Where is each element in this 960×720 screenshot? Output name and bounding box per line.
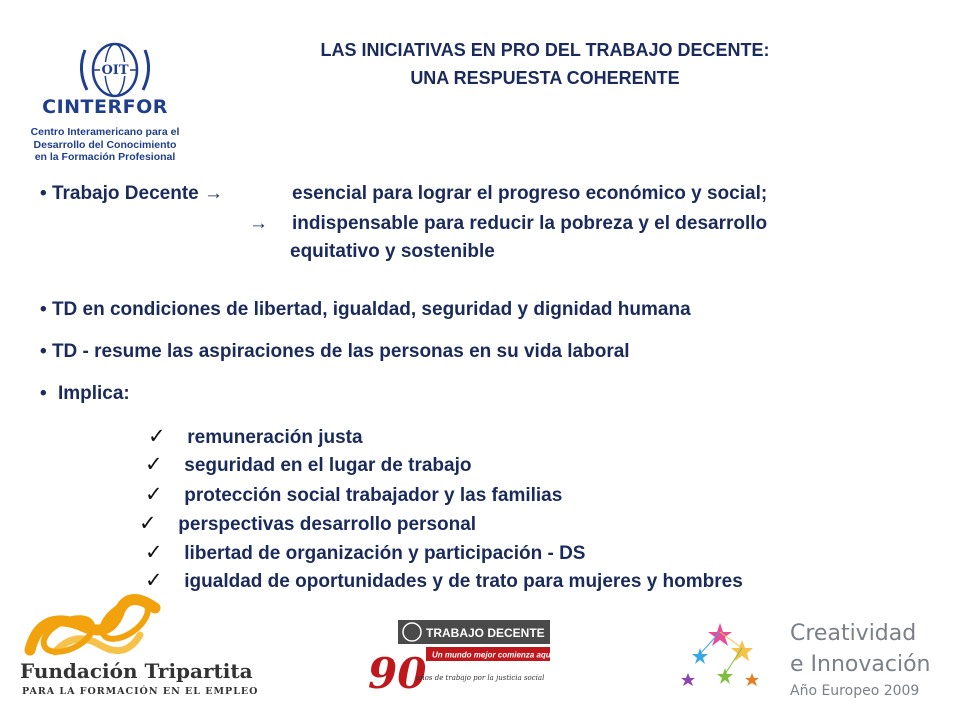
td-slogan: Un mundo mejor comienza aquí: [432, 650, 553, 660]
ci-line3: Año Europeo 2009: [790, 683, 920, 699]
bullet-1-text3: equitativo y sostenible: [290, 241, 495, 262]
oit-abbrev: OIT: [101, 63, 129, 78]
check-item-text: libertad de organización y participación - DS: [184, 543, 586, 564]
checkmark-icon: ✓: [148, 425, 166, 448]
cinterfor-sub-line2: Desarrollo del Conocimiento: [33, 138, 177, 151]
bullet-2: [40, 299, 691, 321]
bullet-dot: •: [40, 341, 47, 362]
bullet-4: [40, 383, 130, 405]
check-item: [145, 482, 562, 507]
bullet-1-lead: Trabajo Decente →: [51, 183, 223, 204]
check-item: [139, 511, 476, 536]
check-item: [145, 452, 471, 477]
checkmark-icon: ✓: [139, 512, 157, 535]
ft-name: Fundación Tripartita: [20, 659, 253, 683]
infinity-ribbon-icon: [30, 594, 155, 659]
cinterfor-sub-line1: Centro Interamericano para el: [30, 126, 180, 138]
cinterfor-subtitle: [5, 126, 205, 164]
checkmark-icon: ✓: [145, 483, 163, 506]
check-item-text: remuneración justa: [187, 427, 363, 448]
check-item-text: seguridad en el lugar de trabajo: [184, 455, 472, 476]
ci-line1: Creatividad: [790, 621, 917, 646]
td-label: TRABAJO DECENTE: [426, 626, 545, 640]
bullet-1-text2: indispensable para reducir la pobreza y el desarrollo: [292, 213, 768, 234]
bullet-2-text: TD en condiciones de libertad, igualdad, seguridad y dignidad humana: [51, 299, 691, 320]
cinterfor-name: CINTERFOR: [42, 96, 168, 118]
trabajo-decente-logo: [368, 620, 558, 700]
fundacion-tripartita-logo: [20, 590, 270, 700]
bullet-1-text1: esencial para lograr el progreso económico y social;: [292, 183, 768, 204]
check-item-text: protección social trabajador y las familias: [184, 485, 563, 506]
bullet-4-text: Implica:: [57, 383, 130, 404]
checkmark-icon: ✓: [145, 569, 163, 592]
check-item: [148, 424, 363, 449]
check-item-text: perspectivas desarrollo personal: [178, 514, 477, 535]
bullet-dot: •: [40, 183, 47, 204]
slide-title: [215, 36, 875, 92]
checkmark-icon: ✓: [145, 453, 163, 476]
stars-icon: [681, 623, 759, 686]
td-years: años de trabajo por la justicia social: [416, 674, 545, 682]
checkmark-icon: ✓: [145, 541, 163, 564]
bullet-3-text: TD - resume las aspiraciones de las personas en su vida laboral: [51, 341, 630, 362]
creatividad-innovacion-logo: [680, 618, 960, 708]
bullet-3: [40, 341, 630, 363]
bullet-dot: •: [40, 383, 47, 404]
bullet-dot: •: [40, 299, 47, 320]
cinterfor-sub-line3: en la Formación Profesional: [34, 151, 176, 163]
check-item-text: igualdad de oportunidades y de trato para mujeres y hombres: [184, 571, 743, 592]
ft-subtitle: PARA LA FORMACIÓN EN EL EMPLEO: [22, 686, 259, 697]
ci-line2: e Innovación: [790, 652, 931, 677]
bullet-1: [40, 183, 223, 205]
title-line1: LAS INICIATIVAS EN PRO DEL TRABAJO DECENTE:: [320, 40, 770, 60]
check-item: [145, 540, 585, 565]
td-ninety: 90: [368, 649, 427, 698]
bullet-1-arrow2: →: [249, 213, 268, 234]
title-line2: UNA RESPUESTA COHERENTE: [410, 68, 680, 88]
